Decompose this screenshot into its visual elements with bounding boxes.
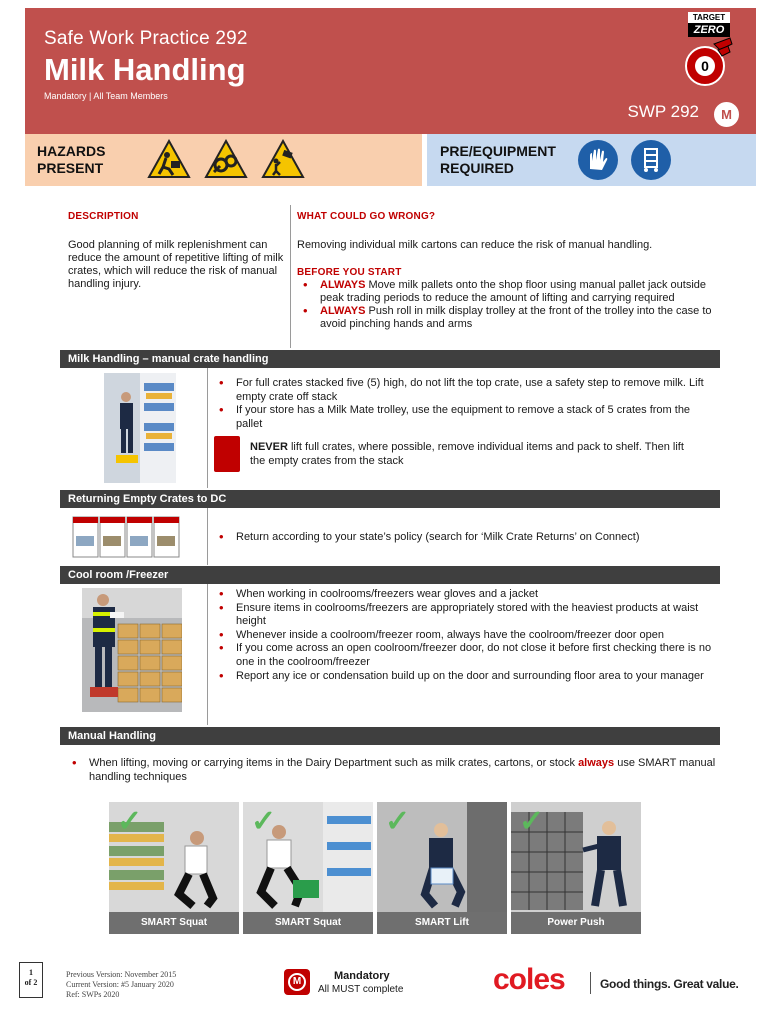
audience-subtitle: Mandatory | All Team Members: [44, 91, 168, 101]
list-item: [297, 305, 722, 331]
before-you-start-heading: BEFORE YOU START: [297, 267, 402, 278]
list-item: • Return according to your state’s policy (search for ‘Milk Crate Returns’ on Connect): [213, 531, 716, 545]
equipment-label-line2: REQUIRED: [440, 160, 514, 176]
section-bar-returning-crates: Returning Empty Crates to DC: [60, 490, 720, 508]
equipment-label: [440, 143, 556, 177]
version-info: [66, 970, 176, 1000]
list-item-text: Move milk pallets onto the shop floor using manual pallet jack outside peak trading periods to reduce the amount of lifting and carrying required: [320, 279, 707, 304]
always-label: ALWAYS: [320, 305, 366, 317]
manual-handling-photos: [109, 802, 641, 934]
manual-text-a: When lifting, moving or carrying items in the Dairy Department such as milk crates, cartons, or stock: [89, 757, 579, 769]
hazards-label-line1: HAZARDS: [37, 143, 106, 159]
target-zero-hand-icon: [684, 36, 734, 98]
list-item: • For full crates stacked five (5) high, do not lift the top crate, use a safety step to remove milk. Lift empty crate off stack: [213, 377, 716, 404]
section-bar-manual-handling: Manual Handling: [60, 727, 720, 745]
list-item: • When working in coolrooms/freezers wear gloves and a jacket: [213, 588, 716, 602]
section-bar-crate-handling: Milk Handling – manual crate handling: [60, 350, 720, 368]
mandatory-title: Mandatory: [334, 970, 390, 982]
manual-text-b: use SMART manual handling techniques: [89, 757, 716, 783]
power-push-photo: [511, 802, 641, 934]
target-zero-number: 0: [701, 58, 709, 74]
gloves-icon: [577, 139, 619, 181]
manual-handling-hazard-icon: [147, 139, 191, 179]
list-item: • Ensure items in coolrooms/freezers are appropriately stored with the heaviest products at waist height: [213, 602, 716, 629]
page-number: [19, 962, 43, 998]
photo-caption: Power Push: [511, 912, 641, 934]
equipment-band: [427, 134, 756, 186]
current-version: Current Version: #5 January 2020: [66, 980, 174, 989]
page-title: Milk Handling: [44, 52, 246, 87]
checkmark-icon: ✓: [251, 805, 277, 838]
list-item: • If your store has a Milk Mate trolley, use the equipment to remove a stack of 5 crates from the pallet: [213, 404, 716, 431]
coles-logo: coles: [493, 963, 565, 996]
smart-squat-photo-1: [109, 802, 239, 934]
page-current: 1: [29, 968, 33, 977]
swp-code: SWP 292: [627, 102, 699, 121]
mandatory-subtitle: All MUST complete: [318, 984, 404, 995]
hazards-label: [37, 143, 105, 177]
row-divider: [207, 368, 208, 488]
row-divider: [207, 508, 208, 565]
column-divider: [290, 205, 291, 348]
equipment-label-line1: PRE/EQUIPMENT: [440, 143, 556, 159]
mandatory-icon-letter: M: [288, 973, 306, 991]
photo-caption: SMART Lift: [377, 912, 507, 934]
never-label: NEVER: [250, 441, 288, 453]
target-zero-logo-bottom: ZERO: [688, 23, 730, 37]
photo-caption: SMART Squat: [243, 912, 373, 934]
what-could-go-wrong-heading: WHAT COULD GO WRONG?: [297, 211, 436, 222]
always-label: ALWAYS: [320, 279, 366, 291]
mandatory-icon: [284, 969, 310, 995]
target-zero-logo-top: TARGET: [688, 12, 730, 23]
falling-objects-hazard-icon: [261, 139, 305, 179]
section-bar-coolroom: Cool room /Freezer: [60, 566, 720, 584]
brand-tagline: Good things. Great value.: [600, 977, 739, 991]
description-heading: DESCRIPTION: [68, 211, 139, 222]
description-column: [68, 210, 286, 291]
target-zero-logo: [684, 12, 734, 98]
list-item: [297, 279, 722, 305]
description-text: Good planning of milk replenishment can reduce the amount of repetitive lifting of milk crates, which will reduce the risk of manual handling injury.: [68, 239, 284, 290]
previous-version: Previous Version: November 2015: [66, 970, 177, 979]
checkmark-icon: ✓: [385, 805, 411, 838]
never-text: lift full crates, where possible, remove individual items and pack to shelf. Then lift the empty crates from the stack: [250, 441, 684, 467]
reference: Ref: SWPs 2020: [66, 990, 120, 999]
page-total: of 2: [24, 978, 38, 987]
crate-handling-text: [213, 377, 716, 431]
mandatory-badge: M: [714, 102, 739, 127]
before-you-start-list: [297, 279, 722, 331]
header-banner: [25, 8, 756, 134]
checkmark-icon: ✓: [117, 805, 143, 838]
returns-policy-thumbnails: [72, 516, 182, 558]
returning-text: [213, 531, 716, 545]
logo-divider: [590, 972, 591, 994]
smart-lift-photo: [377, 802, 507, 934]
never-warning-marker: [214, 436, 240, 472]
never-warning-text: [250, 441, 690, 468]
coolroom-text: [213, 588, 716, 683]
smart-squat-photo-2: [243, 802, 373, 934]
entanglement-hazard-icon: [204, 139, 248, 179]
hazards-band: [25, 134, 422, 186]
checkmark-icon: ✓: [519, 805, 545, 838]
document-kicker: Safe Work Practice 292: [44, 28, 248, 49]
coolroom-photo: [82, 588, 182, 712]
trolley-icon: [630, 139, 672, 181]
photo-caption: SMART Squat: [109, 912, 239, 934]
always-emphasis: always: [578, 757, 615, 769]
list-item: • Report any ice or condensation build up on the door and surrounding floor area to your manager: [213, 670, 716, 684]
risk-column: [297, 210, 722, 331]
list-item: • Whenever inside a coolroom/freezer room, always have the coolroom/freezer door open: [213, 629, 716, 643]
what-could-go-wrong-text: Removing individual milk cartons can reduce the risk of manual handling.: [297, 239, 653, 251]
list-item-text: Push roll in milk display trolley at the front of the trolley into the case to avoid pinching hands and arms: [320, 305, 712, 330]
list-item: [66, 757, 726, 784]
list-item: • If you come across an open coolroom/freezer door, do not close it before first checking there is no one in the coolroom/freezer: [213, 642, 716, 669]
hazards-label-line2: PRESENT: [37, 160, 104, 176]
row-divider: [207, 584, 208, 725]
manual-handling-text: [66, 757, 726, 784]
crate-handling-photo: [104, 373, 176, 483]
